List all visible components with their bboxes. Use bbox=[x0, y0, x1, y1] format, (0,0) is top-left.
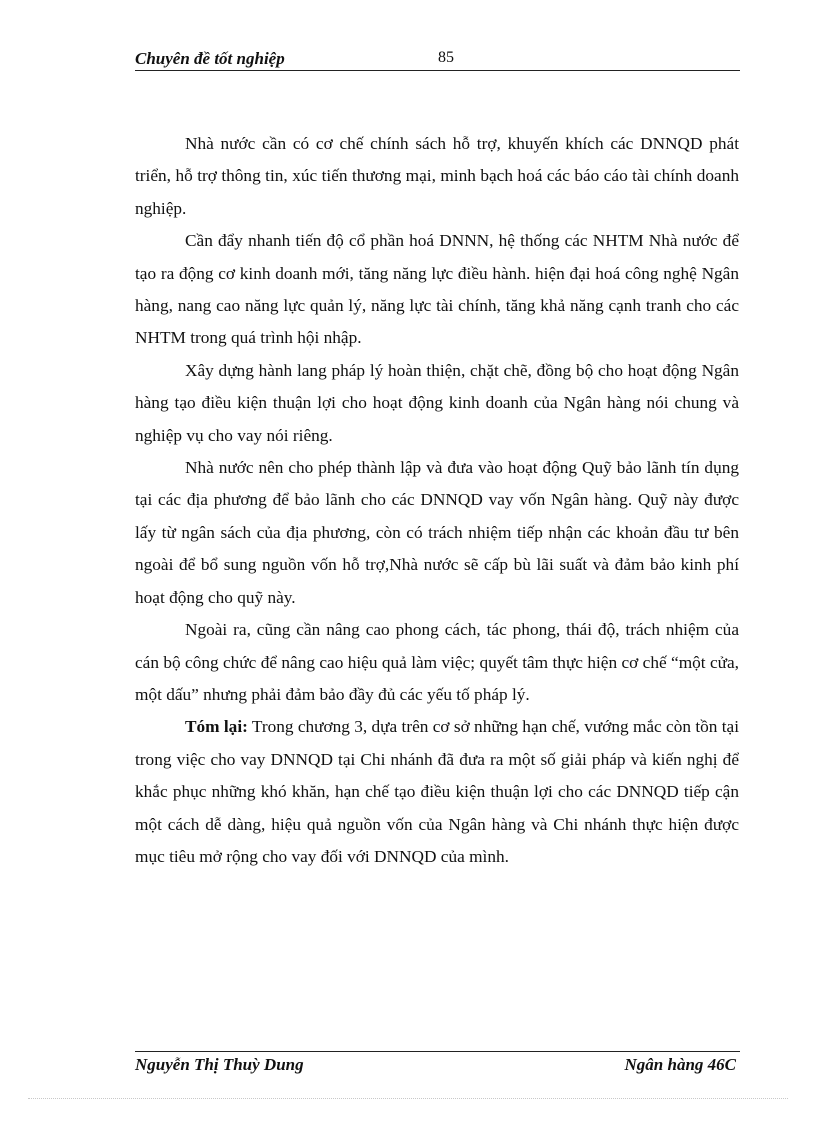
page-header bbox=[135, 48, 740, 71]
body-text bbox=[135, 128, 739, 873]
summary-text: Trong chương 3, dựa trên cơ sở những hạn chế, vướng mắc còn tồn tại trong việc cho vay DNNQD tại Chi nhánh đã đưa ra một số giải pháp và kiến nghị để khắc phục những khó khăn, hạn chế tạo điều kiện thuận lợi cho các DNNQD tiếp cận một cách dễ dàng, hiệu quả nguồn vốn của Ngân hàng và Chi nhánh thực hiện được mục tiêu mở rộng cho vay đối với DNNQD của mình. bbox=[135, 717, 739, 866]
summary-paragraph bbox=[135, 711, 739, 873]
page-edge-divider bbox=[28, 1098, 788, 1099]
paragraph: Nhà nước cần có cơ chế chính sách hỗ trợ, khuyến khích các DNNQD phát triển, hỗ trợ thông tin, xúc tiến thương mại, minh bạch hoá các báo cáo tài chính doanh nghiệp. bbox=[135, 134, 739, 218]
author-name: Nguyễn Thị Thuỳ Dung bbox=[135, 1055, 304, 1074]
paragraph: Nhà nước nên cho phép thành lập và đưa vào hoạt động Quỹ bảo lãnh tín dụng tại các địa phương để bảo lãnh cho các DNNQD vay vốn Ngân hàng. Quỹ này được lấy từ ngân sách của địa phương, còn có trách nhiệm tiếp nhận các khoản đầu tư bên ngoài để bổ sung nguồn vốn hỗ trợ,Nhà nước sẽ cấp bù lãi suất và đảm bảo kinh phí hoạt động cho quỹ này. bbox=[135, 458, 739, 607]
class-name: Ngân hàng 46C bbox=[624, 1055, 736, 1074]
page-number: 85 bbox=[438, 49, 454, 66]
paragraph: Xây dựng hành lang pháp lý hoàn thiện, chặt chẽ, đồng bộ cho hoạt động Ngân hàng tạo điều kiện thuận lợi cho hoạt động kinh doanh của Ngân hàng nói chung và nghiệp vụ cho vay nói riêng. bbox=[135, 360, 739, 445]
summary-label: Tóm lại: bbox=[185, 717, 248, 737]
paragraph: Cần đẩy nhanh tiến độ cổ phần hoá DNNN, hệ thống các NHTM Nhà nước để tạo ra động cơ kinh doanh mới, tăng năng lực điều hành. hiện đại hoá công nghệ Ngân hàng, nang cao năng lực quản lý, năng lực tài chính, tăng khả năng cạnh tranh cho các NHTM trong quá trình hội nhập. bbox=[135, 231, 739, 348]
document-title: Chuyên đề tốt nghiệp bbox=[135, 49, 285, 68]
page-footer bbox=[135, 1051, 740, 1082]
paragraph: Ngoài ra, cũng cần nâng cao phong cách, tác phong, thái độ, trách nhiệm của cán bộ công chức để nâng cao hiệu quả làm việc; quyết tâm thực hiện cơ chế “một cửa, một dấu” nhưng phải đảm bảo đầy đủ các yếu tố pháp lý. bbox=[135, 620, 739, 704]
